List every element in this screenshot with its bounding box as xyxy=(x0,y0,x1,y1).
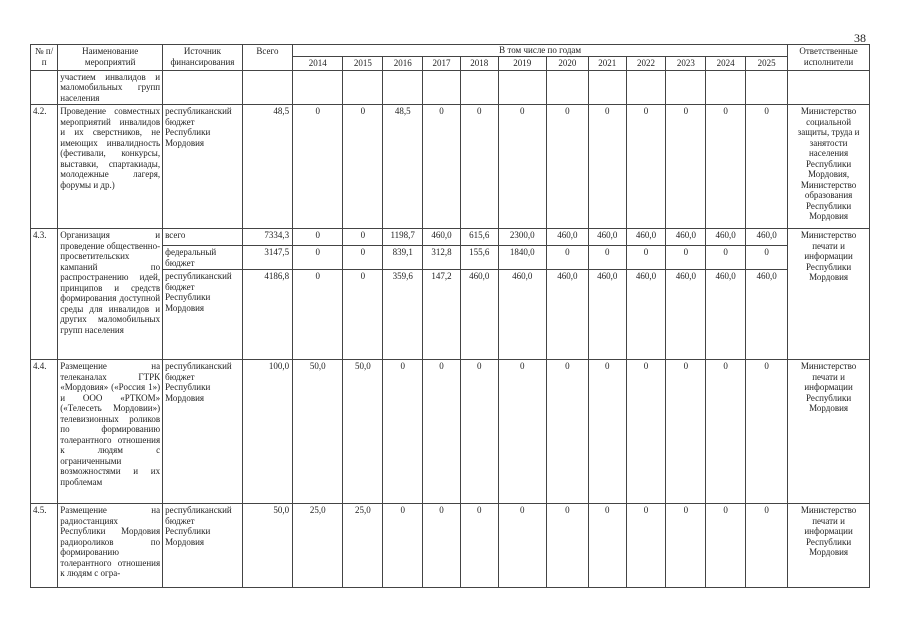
row-year-value: 2300,0 xyxy=(498,229,546,246)
header-no: № п/п xyxy=(31,45,58,71)
row-total: 48,5 xyxy=(242,105,292,229)
row-year-value: 0 xyxy=(460,360,498,504)
row-number: 4.4. xyxy=(31,360,58,504)
row-source: всего xyxy=(163,229,243,246)
row-source: республиканский бюджет Республики Мордовия xyxy=(163,360,243,504)
row-year-value: 460,0 xyxy=(746,270,788,360)
row-name: Размещение на радиостанциях Республики Мордовия радиороликов по формированию толерантного отношения к людям с огра- xyxy=(58,504,163,588)
row-year-value: 1840,0 xyxy=(498,246,546,270)
row-responsible: Министерство социальной защиты, труда и занятости населения Республики Мордовия, Министерство образования Республики Мордовия xyxy=(788,105,870,229)
row-year-value: 460,0 xyxy=(666,229,706,246)
row-year-value: 0 xyxy=(546,504,588,588)
header-year-2019: 2019 xyxy=(498,56,546,70)
row-year-value: 0 xyxy=(626,504,666,588)
table-row xyxy=(31,229,870,246)
header-year-2017: 2017 xyxy=(423,56,461,70)
header-name: Наименование мероприятий xyxy=(58,45,163,71)
header-year-2024: 2024 xyxy=(706,56,746,70)
header-year-2016: 2016 xyxy=(383,56,423,70)
row-year-value: 460,0 xyxy=(546,229,588,246)
header-source: Источник финансирования xyxy=(163,45,243,71)
header-year-2023: 2023 xyxy=(666,56,706,70)
row-year-value: 0 xyxy=(498,105,546,229)
row-number: 4.5. xyxy=(31,504,58,588)
row-year-value: 460,0 xyxy=(706,270,746,360)
row-name: Проведение совместных мероприятий инвалидов и их сверстников, не имеющих инвалидность (фестивали, конкурсы, выставки, спартакиады, молодежные лагеря, форумы и др.) xyxy=(58,105,163,229)
header-year-2015: 2015 xyxy=(343,56,383,70)
row-responsible: Министерство печати и информации Республики Мордовия xyxy=(788,360,870,504)
row-responsible: Министерство печати и информации Республики Мордовия xyxy=(788,504,870,588)
row-year-value: 0 xyxy=(746,105,788,229)
table-row xyxy=(31,504,870,588)
row-year-value: 0 xyxy=(498,504,546,588)
row-year-value: 0 xyxy=(293,229,343,246)
row-year-value: 0 xyxy=(626,246,666,270)
row-year-value: 50,0 xyxy=(293,360,343,504)
row-year-value: 460,0 xyxy=(498,270,546,360)
row-year-value: 0 xyxy=(746,246,788,270)
row-source: республиканский бюджет Республики Мордовия xyxy=(163,270,243,360)
row-year-value: 0 xyxy=(293,246,343,270)
row-year-value: 460,0 xyxy=(706,229,746,246)
row-year-value: 0 xyxy=(666,504,706,588)
row-year-value: 0 xyxy=(588,504,626,588)
row-year-value: 0 xyxy=(588,360,626,504)
row-year-value: 0 xyxy=(746,504,788,588)
row-year-value: 0 xyxy=(588,246,626,270)
row-year-value: 460,0 xyxy=(746,229,788,246)
header-year-2025: 2025 xyxy=(746,56,788,70)
row-year-value: 0 xyxy=(343,270,383,360)
row-year-value: 25,0 xyxy=(343,504,383,588)
row-year-value: 0 xyxy=(666,246,706,270)
row-total: 7334,3 xyxy=(242,229,292,246)
program-table xyxy=(30,44,870,588)
header-year-2014: 2014 xyxy=(293,56,343,70)
header-year-2018: 2018 xyxy=(460,56,498,70)
row-year-value: 460,0 xyxy=(546,270,588,360)
row-year-value: 839,1 xyxy=(383,246,423,270)
row-year-value: 48,5 xyxy=(383,105,423,229)
row-year-value: 0 xyxy=(706,246,746,270)
row-source: федеральный бюджет xyxy=(163,246,243,270)
row-total: 4186,8 xyxy=(242,270,292,360)
row-year-value: 0 xyxy=(423,105,461,229)
header-responsible: Ответственные исполнители xyxy=(788,45,870,71)
row-year-value: 460,0 xyxy=(666,270,706,360)
header-total: Всего xyxy=(242,45,292,71)
row-year-value: 359,6 xyxy=(383,270,423,360)
row-year-value: 0 xyxy=(588,105,626,229)
row-year-value: 460,0 xyxy=(588,229,626,246)
row-year-value: 460,0 xyxy=(626,229,666,246)
row-year-value: 615,6 xyxy=(460,229,498,246)
row-year-value: 0 xyxy=(626,105,666,229)
row-responsible: Министерство печати и информации Республики Мордовия xyxy=(788,229,870,360)
row-year-value: 0 xyxy=(383,360,423,504)
row-year-value: 0 xyxy=(626,360,666,504)
row-total: 100,0 xyxy=(242,360,292,504)
row-year-value: 1198,7 xyxy=(383,229,423,246)
row-year-value: 0 xyxy=(293,270,343,360)
table-row xyxy=(31,105,870,229)
page-number: 38 xyxy=(854,31,866,45)
row-year-value: 0 xyxy=(423,504,461,588)
row-year-value: 0 xyxy=(423,360,461,504)
row-year-value: 0 xyxy=(293,105,343,229)
row-year-value: 0 xyxy=(460,504,498,588)
row-year-value: 0 xyxy=(546,105,588,229)
row-source: республиканский бюджет Республики Мордовия xyxy=(163,504,243,588)
table-row xyxy=(31,360,870,504)
row-year-value: 460,0 xyxy=(626,270,666,360)
row-year-value: 155,6 xyxy=(460,246,498,270)
row-year-value: 147,2 xyxy=(423,270,461,360)
carryover-name: участием инвалидов и маломобильных групп населения xyxy=(58,70,163,105)
row-year-value: 25,0 xyxy=(293,504,343,588)
row-year-value: 460,0 xyxy=(588,270,626,360)
row-year-value: 0 xyxy=(498,360,546,504)
row-name: Размещение на телеканалах ГТРК «Мордовия» («Россия 1») и ООО «РТКОМ» («Телесеть Мордовии») телевизионных роликов по формированию толерантного отношения к людям с ограниченными возможностями и их проблемам xyxy=(58,360,163,504)
carryover-row xyxy=(31,70,870,105)
row-year-value: 0 xyxy=(343,229,383,246)
row-year-value: 0 xyxy=(706,105,746,229)
header-year-2020: 2020 xyxy=(546,56,588,70)
row-number: 4.3. xyxy=(31,229,58,360)
row-total: 3147,5 xyxy=(242,246,292,270)
row-source: республиканский бюджет Республики Мордовия xyxy=(163,105,243,229)
row-year-value: 0 xyxy=(666,105,706,229)
row-year-value: 312,8 xyxy=(423,246,461,270)
header-years-group: В том числе по годам xyxy=(293,45,788,57)
row-year-value: 0 xyxy=(383,504,423,588)
row-year-value: 0 xyxy=(706,360,746,504)
row-year-value: 0 xyxy=(546,246,588,270)
row-total: 50,0 xyxy=(242,504,292,588)
row-year-value: 0 xyxy=(746,360,788,504)
row-year-value: 0 xyxy=(460,105,498,229)
row-name: Организация и проведение общественно-просветительских кампаний по распространению идей, принципов и средств формирования доступной среды для инвалидов и других маломобильных групп населения xyxy=(58,229,163,360)
row-year-value: 460,0 xyxy=(423,229,461,246)
row-year-value: 0 xyxy=(343,246,383,270)
row-year-value: 0 xyxy=(343,105,383,229)
header-year-2022: 2022 xyxy=(626,56,666,70)
row-number: 4.2. xyxy=(31,105,58,229)
header-year-2021: 2021 xyxy=(588,56,626,70)
row-year-value: 0 xyxy=(546,360,588,504)
row-year-value: 50,0 xyxy=(343,360,383,504)
row-year-value: 460,0 xyxy=(460,270,498,360)
row-year-value: 0 xyxy=(666,360,706,504)
row-year-value: 0 xyxy=(706,504,746,588)
